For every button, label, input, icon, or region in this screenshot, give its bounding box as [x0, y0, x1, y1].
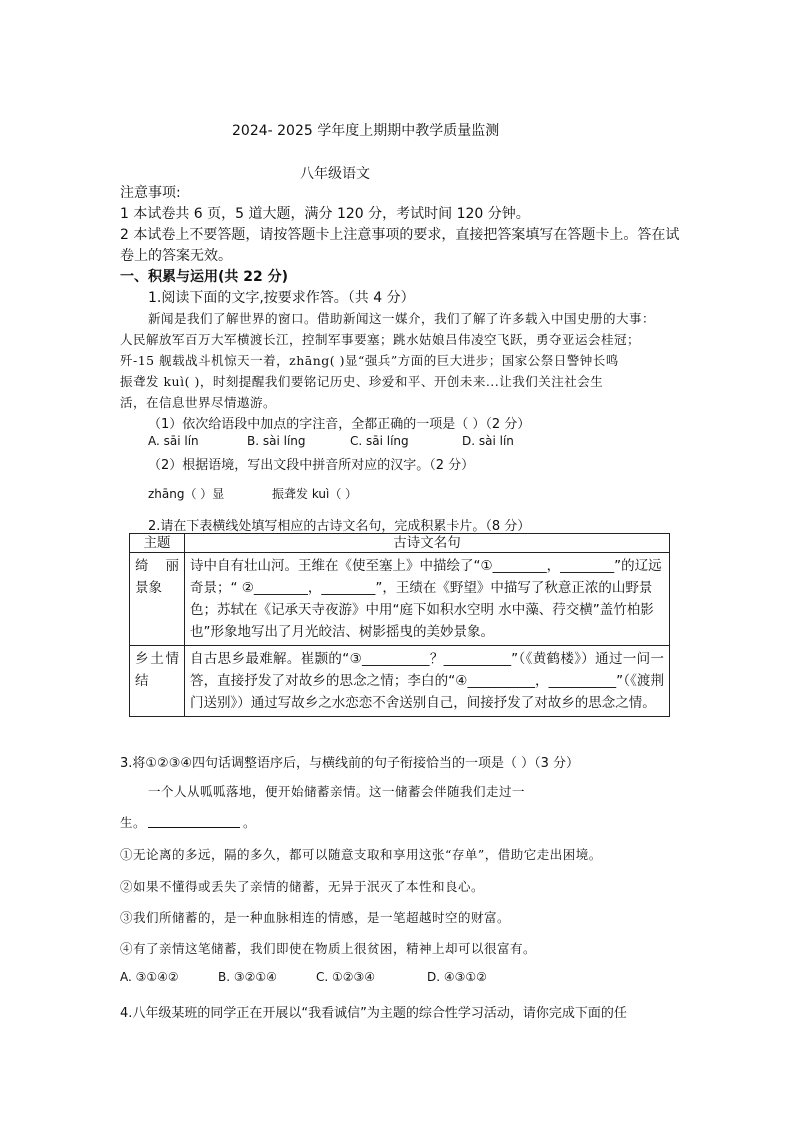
q3-sentence-4: ④有了亲情这笔储蓄，我们即使在物质上很贫困，精神上却可以很富有。 [120, 941, 537, 956]
notice-item-2a: 2 本试卷上不要答题，请按答题卡上注意事项的要求，直接把答案填写在答题卡上。答在试 [120, 227, 680, 243]
q1-passage-line-3: 歼-15 舰载战斗机惊天一着，zhāng( )显“强兵”方面的巨大进步；国家公祭日警钟长鸣 [120, 353, 619, 368]
q3-sentence-2: ②如果不懂得或丢失了亲情的储蓄，无异于泯灭了本性和良心。 [120, 879, 485, 894]
notice-heading: 注意事项: [120, 185, 181, 201]
q4-prompt: 4.八年级某班的同学正在开展以“我看诚信”为主题的综合性学习活动，请你完成下面的任 [120, 1006, 627, 1021]
q1-passage-line-1: 新闻是我们了解世界的窗口。借助新闻这一媒介，我们了解了许多载入中国史册的大事： [148, 311, 656, 326]
q1-sub2: （2）根据语境，写出文段中拼音所对应的汉字。（2 分） [148, 458, 475, 473]
notice-item-1: 1 本试卷共 6 页，5 道大题，满分 120 分，考试时间 120 分钟。 [120, 206, 530, 222]
q1-option-b: B. sài líng [247, 434, 306, 448]
q1-blank-zhang: zhāng（ ）显 [148, 487, 225, 501]
q1-passage-line-2: 人民解放军百万大军横渡长江，控制军事要塞；跳水姑娘吕伟凌空飞跃，勇夺亚运会桂冠； [120, 332, 641, 347]
exam-title: 2024- 2025 学年度上期期中教学质量监测 [232, 123, 500, 139]
exam-subject: 八年级语文 [300, 166, 370, 182]
q1-passage-line-5: 活，在信息世界尽情遨游。 [120, 395, 277, 410]
section-1-heading: 一、积累与运用(共 22 分) [120, 269, 289, 285]
accumulation-card-table [129, 533, 670, 717]
q3-option-c: C. ①②③④ [316, 970, 376, 984]
q3-lead-2-text: 生。 [120, 815, 147, 830]
q1-option-d: D. sài lín [462, 434, 514, 448]
table-row [130, 553, 670, 646]
table-cell-theme: 乡土情结 [130, 646, 185, 717]
q3-lead-1: 一个人从呱呱落地，便开始储蓄亲情。这一储蓄会伴随我们走过一 [148, 784, 526, 799]
q3-option-b: B. ③②①④ [218, 970, 277, 984]
q1-blank-kui: 振聋发 kuì（ ） [272, 487, 358, 501]
q1-passage-line-4: 振聋发 kuì( )，时刻提醒我们要铭记历史、珍爱和平、开创未来...让我们关注社会生 [120, 374, 604, 389]
table-cell-theme: 绮 丽景象 [130, 553, 185, 646]
q1-option-c: C. sāi líng [350, 434, 409, 448]
q3-lead-2 [120, 813, 146, 831]
table-row [130, 646, 670, 717]
q3-prompt: 3.将①②③④四句话调整语序后，与横线前的句子衔接恰当的一项是（ ）（3 分） [120, 756, 580, 771]
table-header-theme: 主题 [130, 534, 185, 553]
table-header-poems: 古诗文名句 [185, 534, 670, 553]
table-cell-text: 自古思乡最难解。崔颢的“③__________？__________”（《黄鹤楼》）通过一问一答，直接抒发了对故乡的思念之情；李白的“④__________，__________”（《渡荆门送别》）通过写故乡之水恋恋不舍送别自己，间接抒发了对故乡的思念之情。 [185, 646, 670, 717]
q3-sentence-1: ①无论离的多远，隔的多久，都可以随意支取和享用这张“存单”，借助它走出困境。 [120, 847, 602, 862]
notice-item-2b: 卷上的答案无效。 [120, 248, 232, 264]
q3-answer-blank[interactable] [148, 813, 240, 828]
q3-lead-2-end: 。 [243, 815, 257, 830]
q3-option-a: A. ③①④② [120, 970, 179, 984]
q1-option-a: A. sāi lín [148, 434, 199, 448]
table-header-row [130, 534, 670, 553]
table-cell-text: 诗中自有壮山河。王维在《使至塞上》中描绘了“①________，________”的辽远奇景；“ ②________，________”，王绩在《野望》中描写了秋意正浓的山野景色；苏轼在《记承天寺夜游》中用“庭下如积水空明 水中藻、荇交横”盖竹柏影也”形象地写出了月光皎洁、树影摇曳的美妙景象。 [185, 553, 670, 646]
q1-sub1: （1）依次给语段中加点的字注音，全都正确的一项是（ ）（2 分） [148, 417, 531, 432]
q1-prompt: 1.阅读下面的文字,按要求作答。（共 4 分） [148, 290, 415, 306]
q2-prompt: 2.请在下表横线处填写相应的古诗文名句，完成积累卡片。（8 分） [148, 519, 531, 534]
q3-option-d: D. ④③①② [427, 970, 487, 984]
q3-sentence-3: ③我们所储蓄的，是一种血脉相连的情感，是一笔超越时空的财富。 [120, 910, 511, 925]
